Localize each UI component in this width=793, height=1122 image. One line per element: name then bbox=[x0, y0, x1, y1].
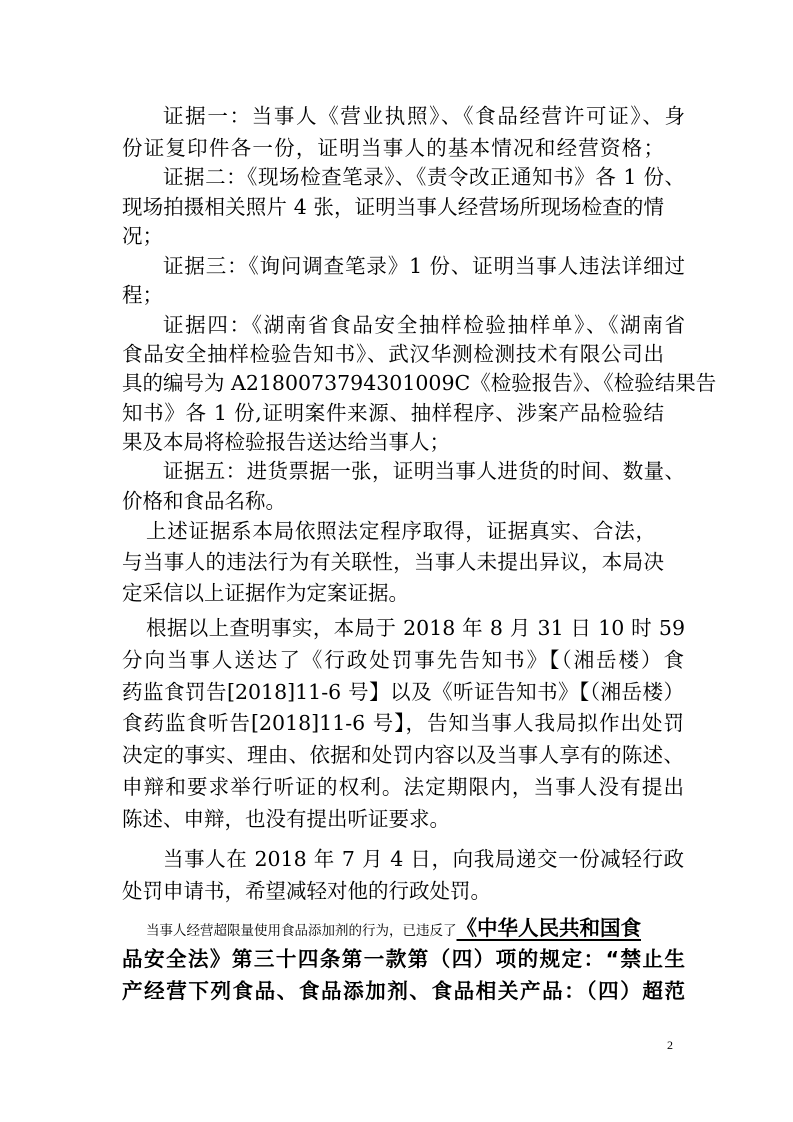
evidence-5-line-1: 证据五：进货票据一张，证明当事人进货的时间、数量、 bbox=[163, 459, 685, 483]
evidence-4-line-2: 食品安全抽样检验告知书》、武汉华测检测技术有限公司出 bbox=[122, 342, 664, 366]
violation-line-3: 产经营下列食品、食品添加剂、食品相关产品：（四）超范 bbox=[122, 979, 685, 1003]
violation-line-1-small: 当事人经营超限量使用食品添加剂的行为，已违反了 bbox=[146, 923, 457, 939]
application-line-1: 当事人在 2018 年 7 月 4 日，向我局递交一份减轻行政 bbox=[163, 847, 684, 871]
facts-line-4: 食药监食听告[2018]11-6 号】，告知当事人我局拟作出处罚 bbox=[122, 711, 684, 735]
evidence-3-line-1: 证据三：《询问调查笔录》1 份、证明当事人违法详细过 bbox=[163, 254, 685, 278]
summary-line-2: 与当事人的违法行为有关联性，当事人未提出异议，本局决 bbox=[122, 550, 664, 574]
page-number: 2 bbox=[667, 1038, 673, 1052]
evidence-4-line-1: 证据四：《湖南省食品安全抽样检验抽样单》、《湖南省 bbox=[163, 313, 685, 337]
summary-line-1: 上述证据系本局依照法定程序取得，证据真实、合法， bbox=[146, 519, 656, 543]
evidence-4-line-5: 果及本局将检验报告送达给当事人； bbox=[122, 430, 450, 454]
facts-line-7: 陈述、申辩，也没有提出听证要求。 bbox=[122, 807, 450, 831]
application-line-2: 处罚申请书，希望减轻对他的行政处罚。 bbox=[122, 879, 491, 903]
summary-line-3: 定采信以上证据作为定案证据。 bbox=[122, 581, 409, 605]
evidence-1-line-2: 份证复印件各一份，证明当事人的基本情况和经营资格； bbox=[122, 136, 664, 160]
facts-line-5: 决定的事实、理由、依据和处罚内容以及当事人享有的陈述、 bbox=[122, 743, 684, 767]
violation-line-2: 品安全法》第三十四条第一款第（四）项的规定：“禁止生 bbox=[122, 947, 685, 971]
facts-line-2: 分向当事人送达了《行政处罚事先告知书》【（湘岳楼）食 bbox=[122, 648, 684, 672]
evidence-2-line-3: 况； bbox=[122, 224, 163, 248]
facts-line-1: 根据以上查明事实，本局于 2018 年 8 月 31 日 10 时 59 bbox=[146, 616, 685, 640]
evidence-4-line-4: 知书》各 1 份,证明案件来源、抽样程序、涉案产品检验结 bbox=[122, 401, 664, 425]
evidence-2-line-1: 证据二：《现场检查笔录》、《责令改正通知书》各 1 份、 bbox=[163, 165, 685, 189]
evidence-1-line-1: 证据一：当事人《营业执照》、《食品经营许可证》、身 bbox=[163, 104, 685, 128]
evidence-2-line-2: 现场拍摄相关照片 4 张，证明当事人经营场所现场检查的情 bbox=[122, 195, 664, 219]
evidence-5-line-2: 价格和食品名称。 bbox=[122, 489, 286, 513]
law-citation-start: 《中华人民共和国食 bbox=[456, 916, 641, 940]
evidence-4-line-3: 具的编号为 A2180073794301009C《检验报告》、《检验结果告 bbox=[122, 371, 717, 395]
facts-line-3: 药监食罚告[2018]11-6 号】以及《听证告知书》【（湘岳楼） bbox=[122, 680, 684, 704]
evidence-3-line-2: 程； bbox=[122, 283, 163, 307]
violation-line-1 bbox=[146, 914, 641, 945]
facts-line-6: 申辩和要求举行听证的权利。法定期限内，当事人没有提出 bbox=[122, 775, 684, 799]
